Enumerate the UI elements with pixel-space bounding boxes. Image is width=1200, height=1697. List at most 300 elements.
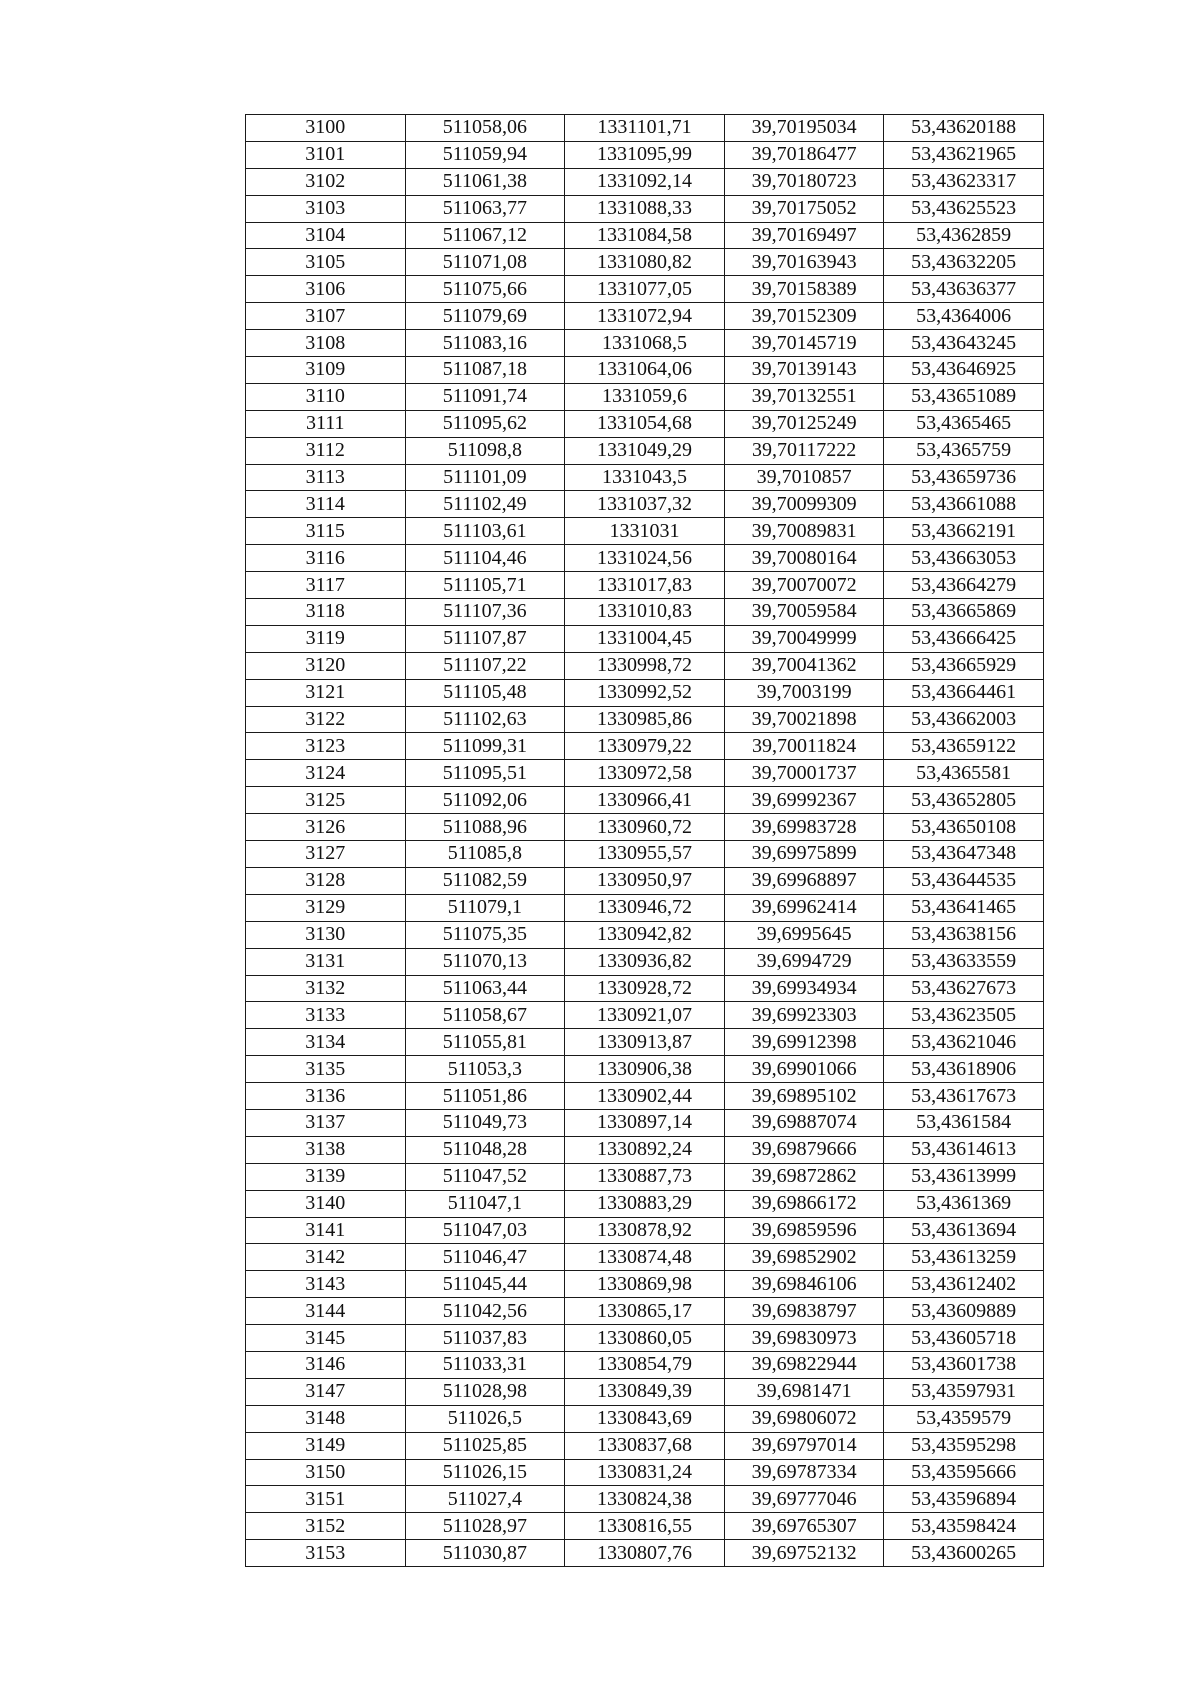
latitude-cell: 53,43665869 [884,599,1044,626]
latitude-cell: 53,43627673 [884,975,1044,1002]
table-row [246,1244,1044,1271]
longitude-cell: 39,70001737 [724,760,884,787]
latitude-cell: 53,43638156 [884,921,1044,948]
table-row [246,787,1044,814]
latitude-cell: 53,43595298 [884,1432,1044,1459]
x-coordinate-cell: 511063,44 [405,975,565,1002]
longitude-cell: 39,6995645 [724,921,884,948]
point-number-cell: 3100 [246,115,406,142]
point-number-cell: 3146 [246,1351,406,1378]
x-coordinate-cell: 511055,81 [405,1029,565,1056]
y-coordinate-cell: 1330883,29 [565,1190,725,1217]
y-coordinate-cell: 1330816,55 [565,1513,725,1540]
y-coordinate-cell: 1330960,72 [565,814,725,841]
x-coordinate-cell: 511075,66 [405,276,565,303]
longitude-cell: 39,69975899 [724,841,884,868]
longitude-cell: 39,70041362 [724,652,884,679]
longitude-cell: 39,7010857 [724,464,884,491]
x-coordinate-cell: 511047,52 [405,1163,565,1190]
latitude-cell: 53,43617673 [884,1083,1044,1110]
table-row [246,195,1044,222]
x-coordinate-cell: 511104,46 [405,545,565,572]
y-coordinate-cell: 1331024,56 [565,545,725,572]
y-coordinate-cell: 1331017,83 [565,572,725,599]
point-number-cell: 3119 [246,625,406,652]
y-coordinate-cell: 1331043,5 [565,464,725,491]
table-row [246,464,1044,491]
table-row [246,383,1044,410]
x-coordinate-cell: 511083,16 [405,330,565,357]
latitude-cell: 53,43625523 [884,195,1044,222]
latitude-cell: 53,4361584 [884,1109,1044,1136]
latitude-cell: 53,4365759 [884,437,1044,464]
longitude-cell: 39,69797014 [724,1432,884,1459]
longitude-cell: 39,70169497 [724,222,884,249]
point-number-cell: 3103 [246,195,406,222]
point-number-cell: 3147 [246,1378,406,1405]
table-row [246,1190,1044,1217]
latitude-cell: 53,43636377 [884,276,1044,303]
longitude-cell: 39,69830973 [724,1325,884,1352]
latitude-cell: 53,43623317 [884,168,1044,195]
y-coordinate-cell: 1331101,71 [565,115,725,142]
latitude-cell: 53,43598424 [884,1513,1044,1540]
longitude-cell: 39,70011824 [724,733,884,760]
longitude-cell: 39,70145719 [724,330,884,357]
x-coordinate-cell: 511053,3 [405,1056,565,1083]
point-number-cell: 3137 [246,1109,406,1136]
table-row [246,1325,1044,1352]
latitude-cell: 53,43595666 [884,1459,1044,1486]
point-number-cell: 3110 [246,383,406,410]
latitude-cell: 53,4365581 [884,760,1044,787]
point-number-cell: 3120 [246,652,406,679]
latitude-cell: 53,43650108 [884,814,1044,841]
point-number-cell: 3148 [246,1405,406,1432]
latitude-cell: 53,43597931 [884,1378,1044,1405]
coordinates-table [245,114,1044,1567]
table-row [246,1029,1044,1056]
longitude-cell: 39,69923303 [724,1002,884,1029]
longitude-cell: 39,70125249 [724,410,884,437]
y-coordinate-cell: 1330865,17 [565,1298,725,1325]
y-coordinate-cell: 1330837,68 [565,1432,725,1459]
table-row [246,1432,1044,1459]
point-number-cell: 3113 [246,464,406,491]
y-coordinate-cell: 1330843,69 [565,1405,725,1432]
longitude-cell: 39,6981471 [724,1378,884,1405]
y-coordinate-cell: 1330902,44 [565,1083,725,1110]
table-row [246,1298,1044,1325]
x-coordinate-cell: 511102,63 [405,706,565,733]
x-coordinate-cell: 511070,13 [405,948,565,975]
y-coordinate-cell: 1330897,14 [565,1109,725,1136]
longitude-cell: 39,69887074 [724,1109,884,1136]
latitude-cell: 53,43623505 [884,1002,1044,1029]
longitude-cell: 39,70186477 [724,141,884,168]
latitude-cell: 53,4365465 [884,410,1044,437]
latitude-cell: 53,43666425 [884,625,1044,652]
point-number-cell: 3152 [246,1513,406,1540]
x-coordinate-cell: 511107,87 [405,625,565,652]
latitude-cell: 53,43644535 [884,867,1044,894]
y-coordinate-cell: 1330992,52 [565,679,725,706]
y-coordinate-cell: 1330860,05 [565,1325,725,1352]
latitude-cell: 53,43659736 [884,464,1044,491]
x-coordinate-cell: 511025,85 [405,1432,565,1459]
x-coordinate-cell: 511107,36 [405,599,565,626]
table-row [246,572,1044,599]
table-row [246,1163,1044,1190]
point-number-cell: 3106 [246,276,406,303]
table-row [246,1351,1044,1378]
latitude-cell: 53,43647348 [884,841,1044,868]
latitude-cell: 53,43605718 [884,1325,1044,1352]
longitude-cell: 39,69962414 [724,894,884,921]
point-number-cell: 3128 [246,867,406,894]
y-coordinate-cell: 1330998,72 [565,652,725,679]
point-number-cell: 3124 [246,760,406,787]
point-number-cell: 3135 [246,1056,406,1083]
table-row [246,652,1044,679]
x-coordinate-cell: 511037,83 [405,1325,565,1352]
point-number-cell: 3101 [246,141,406,168]
longitude-cell: 39,70089831 [724,518,884,545]
table-row [246,168,1044,195]
x-coordinate-cell: 511051,86 [405,1083,565,1110]
y-coordinate-cell: 1330942,82 [565,921,725,948]
longitude-cell: 39,69968897 [724,867,884,894]
table-row [246,491,1044,518]
y-coordinate-cell: 1331031 [565,518,725,545]
y-coordinate-cell: 1330874,48 [565,1244,725,1271]
point-number-cell: 3130 [246,921,406,948]
table-row [246,921,1044,948]
x-coordinate-cell: 511092,06 [405,787,565,814]
longitude-cell: 39,70021898 [724,706,884,733]
coordinates-table-body [246,115,1044,1567]
y-coordinate-cell: 1330928,72 [565,975,725,1002]
latitude-cell: 53,43618906 [884,1056,1044,1083]
table-row [246,276,1044,303]
point-number-cell: 3134 [246,1029,406,1056]
table-row [246,975,1044,1002]
latitude-cell: 53,43663053 [884,545,1044,572]
latitude-cell: 53,43662003 [884,706,1044,733]
x-coordinate-cell: 511045,44 [405,1271,565,1298]
table-row [246,437,1044,464]
x-coordinate-cell: 511059,94 [405,141,565,168]
latitude-cell: 53,43600265 [884,1540,1044,1567]
table-row [246,518,1044,545]
longitude-cell: 39,69872862 [724,1163,884,1190]
table-row [246,841,1044,868]
x-coordinate-cell: 511067,12 [405,222,565,249]
x-coordinate-cell: 511098,8 [405,437,565,464]
longitude-cell: 39,69838797 [724,1298,884,1325]
x-coordinate-cell: 511026,5 [405,1405,565,1432]
x-coordinate-cell: 511095,62 [405,410,565,437]
latitude-cell: 53,43643245 [884,330,1044,357]
y-coordinate-cell: 1330913,87 [565,1029,725,1056]
point-number-cell: 3116 [246,545,406,572]
y-coordinate-cell: 1331077,05 [565,276,725,303]
longitude-cell: 39,69859596 [724,1217,884,1244]
x-coordinate-cell: 511028,98 [405,1378,565,1405]
longitude-cell: 39,70117222 [724,437,884,464]
longitude-cell: 39,69983728 [724,814,884,841]
x-coordinate-cell: 511049,73 [405,1109,565,1136]
point-number-cell: 3115 [246,518,406,545]
longitude-cell: 39,70175052 [724,195,884,222]
latitude-cell: 53,43652805 [884,787,1044,814]
latitude-cell: 53,43613999 [884,1163,1044,1190]
latitude-cell: 53,43659122 [884,733,1044,760]
point-number-cell: 3131 [246,948,406,975]
point-number-cell: 3104 [246,222,406,249]
x-coordinate-cell: 511042,56 [405,1298,565,1325]
table-row [246,115,1044,142]
table-row [246,867,1044,894]
table-row [246,1002,1044,1029]
x-coordinate-cell: 511103,61 [405,518,565,545]
x-coordinate-cell: 511087,18 [405,357,565,384]
longitude-cell: 39,6994729 [724,948,884,975]
x-coordinate-cell: 511071,08 [405,249,565,276]
x-coordinate-cell: 511027,4 [405,1486,565,1513]
x-coordinate-cell: 511047,1 [405,1190,565,1217]
y-coordinate-cell: 1330979,22 [565,733,725,760]
point-number-cell: 3142 [246,1244,406,1271]
point-number-cell: 3143 [246,1271,406,1298]
longitude-cell: 39,70099309 [724,491,884,518]
longitude-cell: 39,69992367 [724,787,884,814]
x-coordinate-cell: 511079,69 [405,303,565,330]
x-coordinate-cell: 511082,59 [405,867,565,894]
point-number-cell: 3109 [246,357,406,384]
point-number-cell: 3102 [246,168,406,195]
longitude-cell: 39,69822944 [724,1351,884,1378]
point-number-cell: 3117 [246,572,406,599]
latitude-cell: 53,4361369 [884,1190,1044,1217]
latitude-cell: 53,43609889 [884,1298,1044,1325]
latitude-cell: 53,43620188 [884,115,1044,142]
y-coordinate-cell: 1330878,92 [565,1217,725,1244]
y-coordinate-cell: 1330807,76 [565,1540,725,1567]
table-row [246,357,1044,384]
latitude-cell: 53,43651089 [884,383,1044,410]
y-coordinate-cell: 1330936,82 [565,948,725,975]
point-number-cell: 3141 [246,1217,406,1244]
y-coordinate-cell: 1330892,24 [565,1136,725,1163]
x-coordinate-cell: 511105,48 [405,679,565,706]
longitude-cell: 39,69777046 [724,1486,884,1513]
table-row [246,894,1044,921]
table-row [246,1056,1044,1083]
x-coordinate-cell: 511088,96 [405,814,565,841]
longitude-cell: 39,69846106 [724,1271,884,1298]
point-number-cell: 3125 [246,787,406,814]
x-coordinate-cell: 511061,38 [405,168,565,195]
point-number-cell: 3118 [246,599,406,626]
longitude-cell: 39,69806072 [724,1405,884,1432]
point-number-cell: 3126 [246,814,406,841]
y-coordinate-cell: 1330921,07 [565,1002,725,1029]
x-coordinate-cell: 511058,67 [405,1002,565,1029]
y-coordinate-cell: 1331095,99 [565,141,725,168]
point-number-cell: 3123 [246,733,406,760]
longitude-cell: 39,69879666 [724,1136,884,1163]
y-coordinate-cell: 1330849,39 [565,1378,725,1405]
table-row [246,1459,1044,1486]
latitude-cell: 53,43662191 [884,518,1044,545]
x-coordinate-cell: 511063,77 [405,195,565,222]
x-coordinate-cell: 511102,49 [405,491,565,518]
x-coordinate-cell: 511030,87 [405,1540,565,1567]
point-number-cell: 3151 [246,1486,406,1513]
table-row [246,222,1044,249]
x-coordinate-cell: 511099,31 [405,733,565,760]
y-coordinate-cell: 1330985,86 [565,706,725,733]
y-coordinate-cell: 1330854,79 [565,1351,725,1378]
x-coordinate-cell: 511046,47 [405,1244,565,1271]
table-row [246,760,1044,787]
table-row [246,1083,1044,1110]
point-number-cell: 3145 [246,1325,406,1352]
point-number-cell: 3133 [246,1002,406,1029]
latitude-cell: 53,43612402 [884,1271,1044,1298]
y-coordinate-cell: 1331037,32 [565,491,725,518]
latitude-cell: 53,43632205 [884,249,1044,276]
latitude-cell: 53,4359579 [884,1405,1044,1432]
y-coordinate-cell: 1330950,97 [565,867,725,894]
y-coordinate-cell: 1331072,94 [565,303,725,330]
x-coordinate-cell: 511107,22 [405,652,565,679]
point-number-cell: 3122 [246,706,406,733]
y-coordinate-cell: 1330955,57 [565,841,725,868]
y-coordinate-cell: 1330966,41 [565,787,725,814]
point-number-cell: 3136 [246,1083,406,1110]
table-row [246,249,1044,276]
x-coordinate-cell: 511101,09 [405,464,565,491]
longitude-cell: 39,70059584 [724,599,884,626]
latitude-cell: 53,43601738 [884,1351,1044,1378]
table-row [246,1271,1044,1298]
y-coordinate-cell: 1330824,38 [565,1486,725,1513]
table-row [246,625,1044,652]
point-number-cell: 3121 [246,679,406,706]
latitude-cell: 53,4364006 [884,303,1044,330]
table-row [246,1486,1044,1513]
point-number-cell: 3132 [246,975,406,1002]
y-coordinate-cell: 1331088,33 [565,195,725,222]
table-row [246,1405,1044,1432]
longitude-cell: 39,70080164 [724,545,884,572]
point-number-cell: 3105 [246,249,406,276]
table-row [246,733,1044,760]
point-number-cell: 3150 [246,1459,406,1486]
x-coordinate-cell: 511091,74 [405,383,565,410]
longitude-cell: 39,70152309 [724,303,884,330]
longitude-cell: 39,70180723 [724,168,884,195]
longitude-cell: 39,69752132 [724,1540,884,1567]
y-coordinate-cell: 1331054,68 [565,410,725,437]
point-number-cell: 3111 [246,410,406,437]
table-row [246,948,1044,975]
table-row [246,1136,1044,1163]
point-number-cell: 3144 [246,1298,406,1325]
x-coordinate-cell: 511047,03 [405,1217,565,1244]
x-coordinate-cell: 511058,06 [405,115,565,142]
point-number-cell: 3127 [246,841,406,868]
table-row [246,1217,1044,1244]
x-coordinate-cell: 511095,51 [405,760,565,787]
table-row [246,1540,1044,1567]
point-number-cell: 3129 [246,894,406,921]
table-row [246,303,1044,330]
table-row [246,410,1044,437]
longitude-cell: 39,69765307 [724,1513,884,1540]
y-coordinate-cell: 1331059,6 [565,383,725,410]
table-row [246,330,1044,357]
x-coordinate-cell: 511026,15 [405,1459,565,1486]
point-number-cell: 3139 [246,1163,406,1190]
x-coordinate-cell: 511105,71 [405,572,565,599]
table-row [246,679,1044,706]
longitude-cell: 39,70158389 [724,276,884,303]
point-number-cell: 3138 [246,1136,406,1163]
x-coordinate-cell: 511048,28 [405,1136,565,1163]
y-coordinate-cell: 1331080,82 [565,249,725,276]
table-row [246,1378,1044,1405]
point-number-cell: 3140 [246,1190,406,1217]
table-row [246,1109,1044,1136]
x-coordinate-cell: 511075,35 [405,921,565,948]
y-coordinate-cell: 1331084,58 [565,222,725,249]
y-coordinate-cell: 1330972,58 [565,760,725,787]
longitude-cell: 39,70049999 [724,625,884,652]
table-row [246,599,1044,626]
longitude-cell: 39,69934934 [724,975,884,1002]
longitude-cell: 39,70163943 [724,249,884,276]
longitude-cell: 39,70195034 [724,115,884,142]
latitude-cell: 53,4362859 [884,222,1044,249]
y-coordinate-cell: 1331004,45 [565,625,725,652]
point-number-cell: 3112 [246,437,406,464]
point-number-cell: 3149 [246,1432,406,1459]
point-number-cell: 3107 [246,303,406,330]
latitude-cell: 53,43621965 [884,141,1044,168]
y-coordinate-cell: 1331068,5 [565,330,725,357]
latitude-cell: 53,43613694 [884,1217,1044,1244]
y-coordinate-cell: 1330887,73 [565,1163,725,1190]
y-coordinate-cell: 1331049,29 [565,437,725,464]
y-coordinate-cell: 1330906,38 [565,1056,725,1083]
latitude-cell: 53,43596894 [884,1486,1044,1513]
point-number-cell: 3114 [246,491,406,518]
table-row [246,1513,1044,1540]
x-coordinate-cell: 511028,97 [405,1513,565,1540]
point-number-cell: 3153 [246,1540,406,1567]
y-coordinate-cell: 1331092,14 [565,168,725,195]
longitude-cell: 39,70139143 [724,357,884,384]
table-row [246,814,1044,841]
latitude-cell: 53,43641465 [884,894,1044,921]
table-row [246,706,1044,733]
x-coordinate-cell: 511079,1 [405,894,565,921]
table-row [246,141,1044,168]
latitude-cell: 53,43661088 [884,491,1044,518]
